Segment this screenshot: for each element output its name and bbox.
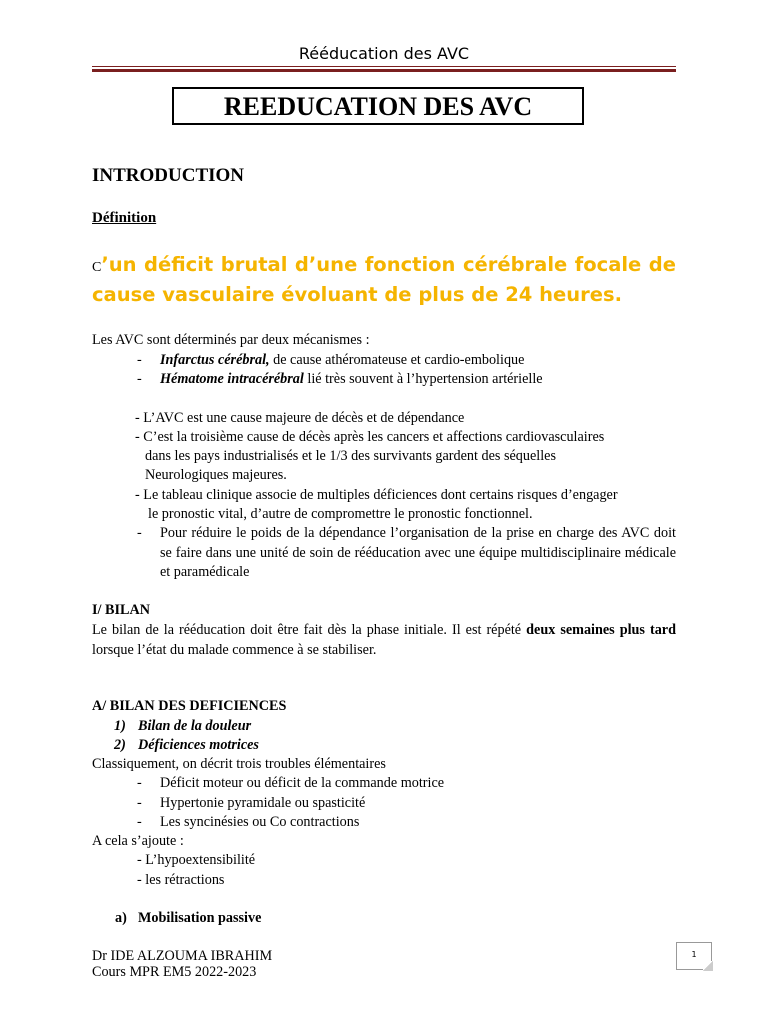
bilan-heading: I/ BILAN <box>92 602 150 618</box>
list-bullet: - <box>137 371 142 387</box>
item-number: 2) <box>114 737 126 753</box>
fact-line: - C’est la troisième cause de décès après les cancers et affections cardiovasculaires <box>135 429 605 445</box>
add-item: - L’hypoextensibilité <box>137 852 256 868</box>
mechanism-item: Hématome intracérébral lié très souvent à l’hypertension artérielle <box>160 371 543 387</box>
definition-text <box>92 251 676 308</box>
item-label: Bilan de la douleur <box>138 718 252 734</box>
mechanism-item: Infarctus cérébral, de cause athéromateuse et cardio-embolique <box>160 352 525 368</box>
list-bullet: - <box>137 795 142 811</box>
item-number: 1) <box>114 718 126 734</box>
fact-line: dans les pays industrialisés et le 1/3 des survivants gardent des séquelles <box>145 448 556 464</box>
definition-heading: Définition <box>92 210 157 226</box>
trouble-item: Déficit moteur ou déficit de la commande motrice <box>160 775 445 791</box>
footer-author: Dr IDE ALZOUMA IBRAHIM <box>92 948 273 964</box>
list-bullet: - <box>137 352 142 368</box>
list-bullet: - <box>137 525 142 541</box>
footer-course: Cours MPR EM5 2022-2023 <box>92 964 257 980</box>
running-header: Rééducation des AVC <box>298 44 470 63</box>
classic-intro: Classiquement, on décrit trois troubles élémentaires <box>92 756 386 772</box>
introduction-heading: INTRODUCTION <box>92 165 245 186</box>
trouble-item: Hypertonie pyramidale ou spasticité <box>160 795 366 811</box>
item-label: Déficiences motrices <box>138 737 259 753</box>
mechanisms-intro: Les AVC sont déterminés par deux mécanismes : <box>92 332 370 348</box>
subsection-number: a) <box>115 910 127 926</box>
list-bullet: - <box>137 775 142 791</box>
definition-body: ’un déficit brutal d’une fonction cérébrale focale de cause vasculaire évoluant de plus de 24 heures. <box>92 253 676 306</box>
fact-line: - L’AVC est une cause majeure de décès et de dépendance <box>135 410 465 426</box>
page-number: 1 <box>676 942 712 970</box>
fact-line: le pronostic vital, d’autre de compromettre le pronostic fonctionnel. <box>148 506 533 522</box>
trouble-item: Les syncinésies ou Co contractions <box>160 814 360 830</box>
add-item: - les rétractions <box>137 872 225 888</box>
document-title: REEDUCATION DES AVC <box>172 87 584 125</box>
header-rule-thick <box>92 69 676 72</box>
add-intro: A cela s’ajoute : <box>92 833 184 849</box>
fact-line: Neurologiques majeures. <box>145 467 287 483</box>
deficiences-heading: A/ BILAN DES DEFICIENCES <box>92 698 287 714</box>
page-fold-icon <box>703 961 713 971</box>
definition-cap: C <box>92 260 102 275</box>
bilan-paragraph: Le bilan de la rééducation doit être fait dès la phase initiale. Il est répété deux semaines plus tard lorsque l’état du malade commence à se stabiliser. <box>92 622 676 658</box>
list-bullet: - <box>137 814 142 830</box>
reduce-paragraph: Pour réduire le poids de la dépendance l’organisation de la prise en charge des AVC doit se faire dans une unité de soin de rééducation avec une équipe multidisciplinaire médicale et paramédicale <box>160 525 676 580</box>
fact-line: - Le tableau clinique associe de multiples déficiences dont certains risques d’engager <box>135 487 618 503</box>
subsection-heading: Mobilisation passive <box>138 910 262 926</box>
header-rule <box>92 66 676 67</box>
